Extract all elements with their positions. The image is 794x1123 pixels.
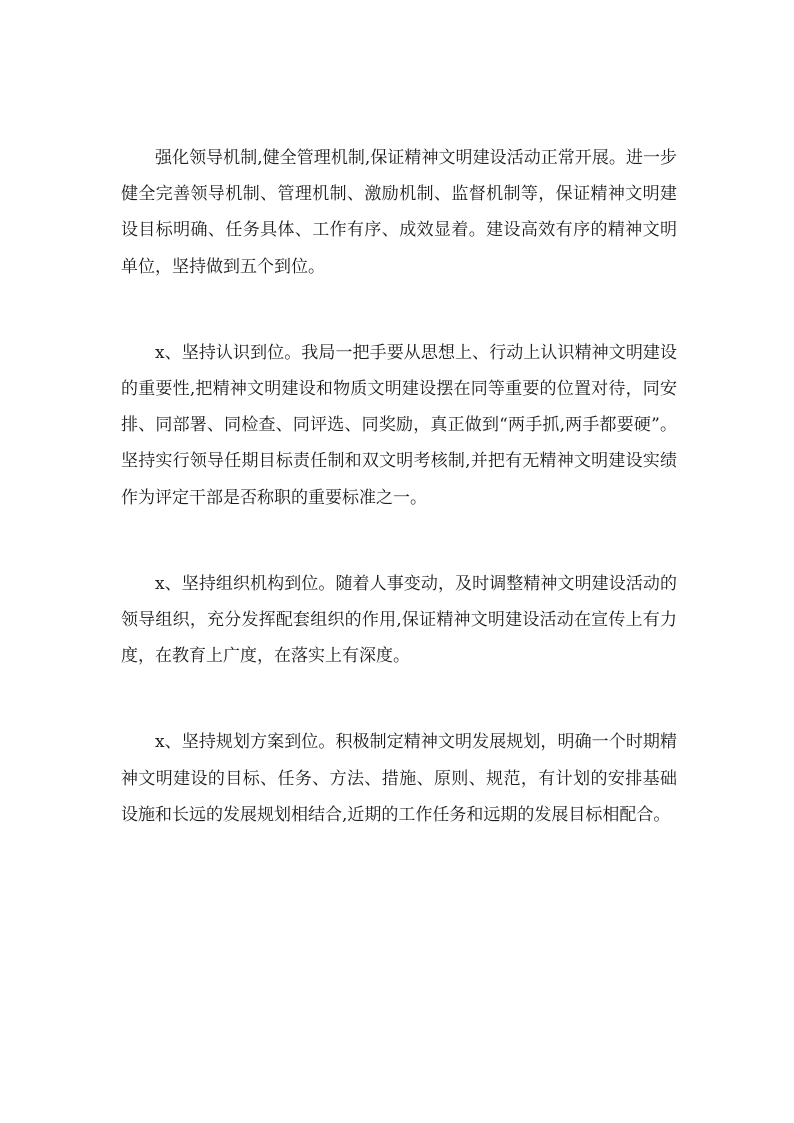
paragraph-planning: x、坚持规划方案到位。积极制定精神文明发展规划，明确一个时期精神文明建设的目标、任务、方法、措施、原则、规范，有计划的安排基础设施和长远的发展规划相结合,近期的工作任务和远期的发展目标相配合。 — [121, 732, 677, 825]
document-body — [121, 140, 677, 833]
paragraph-awareness: x、坚持认识到位。我局一把手要从思想上、行动上认识精神文明建设的重要性,把精神文明建设和物质文明建设摆在同等重要的位置对待，同安排、同部署、同检查、同评选、同奖励，真正做到“两手抓,两手都要硬”。坚持实行领导任期目标责任制和双文明考核制,并把有无精神文明建设实绩作为评定干部是否称职的重要标准之一。 — [121, 342, 677, 508]
paragraph-organization: x、坚持组织机构到位。随着人事变动，及时调整精神文明建设活动的领导组织，充分发挥配套组织的作用,保证精神文明建设活动在宣传上有力度，在教育上广度，在落实上有深度。 — [121, 573, 677, 667]
paragraph-leadership-mechanism: 强化领导机制,健全管理机制,保证精神文明建设活动正常开展。进一步健全完善领导机制、管理机制、激励机制、监督机制等，保证精神文明建设目标明确、任务具体、工作有序、成效显着。建设高效有序的精神文明单位，坚持做到五个到位。 — [121, 148, 677, 277]
